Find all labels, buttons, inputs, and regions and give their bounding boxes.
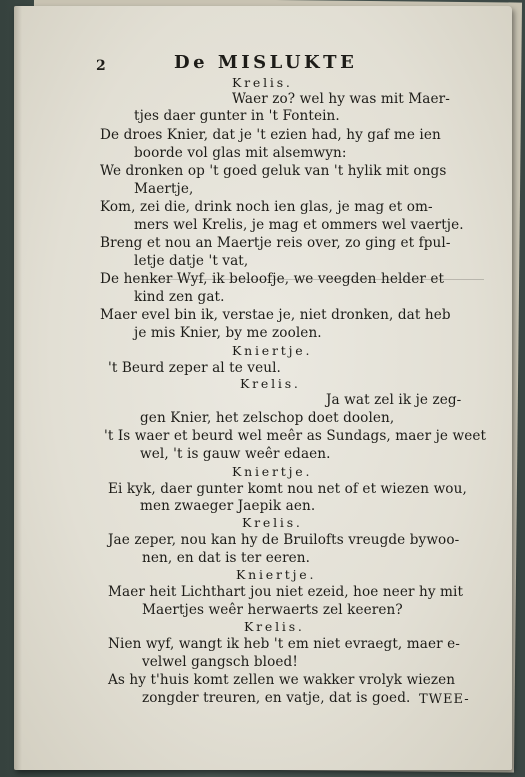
verse-line: wel, 't is gauw weêr edaen. <box>140 446 331 462</box>
verse-line: Waer zo? wel hy was mit Maer- <box>232 91 450 107</box>
verse-line: nen, en dat is ter eeren. <box>142 550 311 566</box>
verse-line: zongder treuren, en vatje, dat is goed. <box>142 690 411 706</box>
page-text <box>14 6 512 770</box>
verse-line: Nien wyf, wangt ik heb 't em niet evraegt, maer e- <box>108 636 460 652</box>
verse-line: Maer heit Lichthart jou niet ezeid, hoe neer hy mit <box>108 584 464 600</box>
verse-line: letje datje 't vat, <box>134 253 249 269</box>
speaker-label: Krelis. <box>240 376 301 391</box>
verse-line: gen Knier, het zelschop doet doolen, <box>140 410 395 426</box>
verse-line: Maertjes weêr herwaerts zel keeren? <box>142 602 403 618</box>
speaker-label: Krelis. <box>242 515 303 530</box>
verse-line: Breng et nou an Maertje reis over, zo ging et fpul- <box>100 235 451 251</box>
speaker-label: Kniertje. <box>236 567 317 582</box>
verse-line: kind zen gat. <box>134 289 225 305</box>
speaker-label: Krelis. <box>244 619 305 634</box>
verse-line: je mis Knier, by me zoolen. <box>134 325 322 341</box>
speaker-label: Kniertje. <box>232 343 313 358</box>
verse-line: tjes daer gunter in 't Fontein. <box>134 108 340 124</box>
speaker-label: Krelis. <box>232 75 293 90</box>
verse-line: De henker Wyf, ik beloofje, we veegden helder et <box>100 271 445 287</box>
running-head: De MISLUKTE <box>174 52 358 73</box>
book-page <box>14 6 512 770</box>
verse-line: Kom, zei die, drink noch ien glas, je mag et om- <box>100 199 433 215</box>
verse-line: We dronken op 't goed geluk van 't hylik mit ongs <box>100 163 447 179</box>
catchword: TWEE- <box>419 692 470 707</box>
verse-line: Ei kyk, daer gunter komt nou net of et wiezen wou, <box>108 481 467 497</box>
verse-line: Ja wat zel ik je zeg- <box>326 392 462 408</box>
verse-line: boorde vol glas mit alsemwyn: <box>134 145 347 161</box>
verse-line: men zwaeger Jaepik aen. <box>140 498 316 514</box>
verse-line: mers wel Krelis, je mag et ommers wel vaertje. <box>134 217 464 233</box>
speaker-label: Kniertje. <box>232 464 313 479</box>
verse-line: As hy t'huis komt zellen we wakker vrolyk wiezen <box>108 672 456 688</box>
page-number: 2 <box>96 58 106 74</box>
verse-line: Maertje, <box>134 181 194 197</box>
verse-line: Maer evel bin ik, verstae je, niet dronken, dat heb <box>100 307 451 323</box>
verse-line: De droes Knier, dat je 't ezien had, hy gaf me ien <box>100 127 441 143</box>
verse-line: 't Is waer et beurd wel meêr as Sundags, maer je weet <box>104 428 487 444</box>
verse-line: velwel gangsch bloed! <box>142 654 298 670</box>
verse-line: Jae zeper, nou kan hy de Bruilofts vreugde bywoo- <box>108 532 460 548</box>
verse-line: 't Beurd zeper al te veul. <box>108 360 281 376</box>
